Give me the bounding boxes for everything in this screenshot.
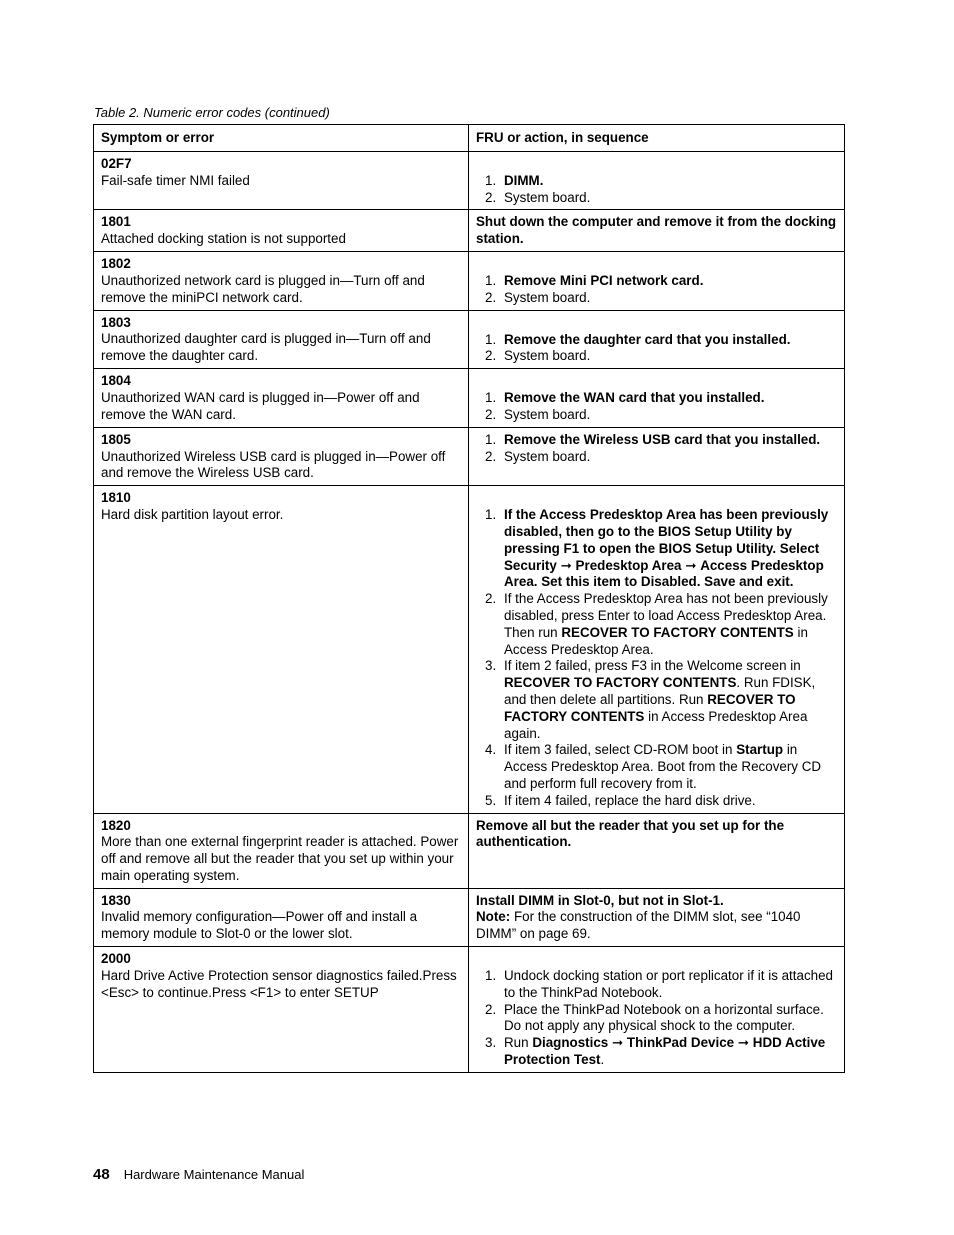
error-description: Hard disk partition layout error. <box>101 506 284 522</box>
action-steps <box>476 173 837 207</box>
action-steps <box>476 968 837 1069</box>
error-description: Hard Drive Active Protection sensor diagnostics failed.Press <Esc> to continue.Press <F1> to enter SETUP <box>101 967 457 1000</box>
symptom-cell <box>94 151 469 210</box>
action-cell <box>469 251 845 310</box>
list-item: 3. If item 2 failed, press F3 in the Welcome screen in RECOVER TO FACTORY CONTENTS. Run FDISK, and then delete all partitions. Run RECOVER TO FACTORY CONTENTS in Access Predesktop Area again. <box>485 658 816 741</box>
table-row <box>94 310 845 369</box>
table-caption: Table 2. Numeric error codes (continued) <box>94 105 330 120</box>
error-code: 02F7 <box>101 155 132 171</box>
error-description: Unauthorized Wireless USB card is plugged in—Power off and remove the Wireless USB card. <box>101 448 446 481</box>
error-description: Fail-safe timer NMI failed <box>101 172 250 188</box>
list-item: 2. System board. <box>485 189 591 205</box>
action-steps <box>476 432 837 466</box>
list-item: 1. Remove the daughter card that you installed. <box>485 331 791 347</box>
action-steps <box>476 273 837 307</box>
error-codes-table <box>93 124 845 1073</box>
page-footer <box>93 1166 304 1183</box>
action-cell <box>469 310 845 369</box>
error-description: More than one external fingerprint reader is attached. Power off and remove all but the reader that you set up within your main operating system. <box>101 834 459 883</box>
symptom-cell <box>94 947 469 1073</box>
error-code: 1830 <box>101 892 131 908</box>
list-item: 1. Remove Mini PCI network card. <box>485 272 704 288</box>
error-code: 1804 <box>101 373 131 389</box>
symptom-cell <box>94 369 469 428</box>
error-description: Unauthorized network card is plugged in—Turn off and remove the miniPCI network card. <box>101 272 425 305</box>
list-item: 2. System board. <box>485 348 591 364</box>
list-item: 2. System board. <box>485 448 591 464</box>
arrow-right-icon: ➞ <box>611 1035 624 1051</box>
list-item: 2. Place the ThinkPad Notebook on a horizontal surface. Do not apply any physical shock to the computer. <box>485 1001 824 1034</box>
error-code: 1802 <box>101 255 131 271</box>
action-cell <box>469 369 845 428</box>
error-description: Attached docking station is not supported <box>101 231 346 247</box>
error-description: Unauthorized WAN card is plugged in—Power off and remove the WAN card. <box>101 389 420 422</box>
action-cell <box>469 151 845 210</box>
action-cell <box>469 888 845 946</box>
error-code: 1803 <box>101 314 131 330</box>
list-item: 5. If item 4 failed, replace the hard disk drive. <box>485 792 756 808</box>
action-text: Install DIMM in Slot-0, but not in Slot-1. <box>476 892 724 908</box>
symptom-cell <box>94 486 469 813</box>
list-item: 2. If the Access Predesktop Area has not been previously disabled, press Enter to load Access Predesktop Area. Then run RECOVER TO FACTORY CONTENTS in Access Predesktop Area. <box>485 591 828 657</box>
error-code: 1801 <box>101 214 131 230</box>
arrow-right-icon: ➞ <box>560 557 572 573</box>
arrow-right-icon: ➞ <box>737 1035 750 1051</box>
list-item: 2. System board. <box>485 289 591 305</box>
error-description: Invalid memory configuration—Power off and install a memory module to Slot-0 or the lower slot. <box>101 909 418 942</box>
error-code: 1805 <box>101 431 131 447</box>
symptom-cell <box>94 310 469 369</box>
list-item: 1. Remove the WAN card that you installed. <box>485 390 765 406</box>
list-item: 1. Undock docking station or port replicator if it is attached to the ThinkPad Notebook. <box>485 968 833 1000</box>
list-item: 1. If the Access Predesktop Area has been previously disabled, then go to the BIOS Setup Utility by pressing F1 to open the BIOS Setup Utility. Select Security ➞ Predesktop Area ➞ Access Predesktop Area. Set this item to Disabled. Save and exit. <box>485 507 829 590</box>
error-code: 1820 <box>101 817 131 833</box>
list-item: 4. If item 3 failed, select CD-ROM boot in Startup in Access Predesktop Area. Boot from the Recovery CD and perform full recovery from it. <box>485 742 822 791</box>
header-symptom: Symptom or error <box>94 125 469 152</box>
action-text: Remove all but the reader that you set up for the authentication. <box>476 817 785 850</box>
symptom-cell <box>94 251 469 310</box>
action-steps <box>476 507 837 809</box>
table-row <box>94 947 845 1073</box>
header-action: FRU or action, in sequence <box>469 125 845 152</box>
symptom-cell <box>94 427 469 485</box>
table-row <box>94 888 845 946</box>
table-header-row <box>94 125 845 152</box>
action-text: Shut down the computer and remove it from the docking station. <box>476 214 837 247</box>
symptom-cell <box>94 813 469 888</box>
table-row <box>94 486 845 813</box>
table-row <box>94 813 845 888</box>
action-steps <box>476 332 837 366</box>
page-number: 48 <box>93 1166 110 1183</box>
list-item: 3. Run Diagnostics ➞ ThinkPad Device ➞ HDD Active Protection Test. <box>485 1035 826 1068</box>
note-label: Note: <box>476 909 511 925</box>
table-row <box>94 151 845 210</box>
list-item: 2. System board. <box>485 406 591 422</box>
note-text: For the construction of the DIMM slot, see “1040 DIMM” on page 69. <box>476 909 801 942</box>
action-cell <box>469 486 845 813</box>
symptom-cell <box>94 888 469 946</box>
error-code: 1810 <box>101 490 131 506</box>
list-item: 1. Remove the Wireless USB card that you installed. <box>485 431 821 447</box>
action-cell <box>469 427 845 485</box>
manual-title: Hardware Maintenance Manual <box>123 1167 305 1182</box>
action-steps <box>476 390 837 424</box>
table-row <box>94 210 845 252</box>
arrow-right-icon: ➞ <box>685 557 697 573</box>
table-row <box>94 369 845 428</box>
action-cell <box>469 813 845 888</box>
table-row <box>94 251 845 310</box>
action-cell <box>469 947 845 1073</box>
table-row <box>94 427 845 485</box>
symptom-cell <box>94 210 469 252</box>
list-item: 1. DIMM. <box>485 172 544 188</box>
error-code: 2000 <box>101 951 131 967</box>
error-description: Unauthorized daughter card is plugged in—Turn off and remove the daughter card. <box>101 331 431 364</box>
action-cell <box>469 210 845 252</box>
